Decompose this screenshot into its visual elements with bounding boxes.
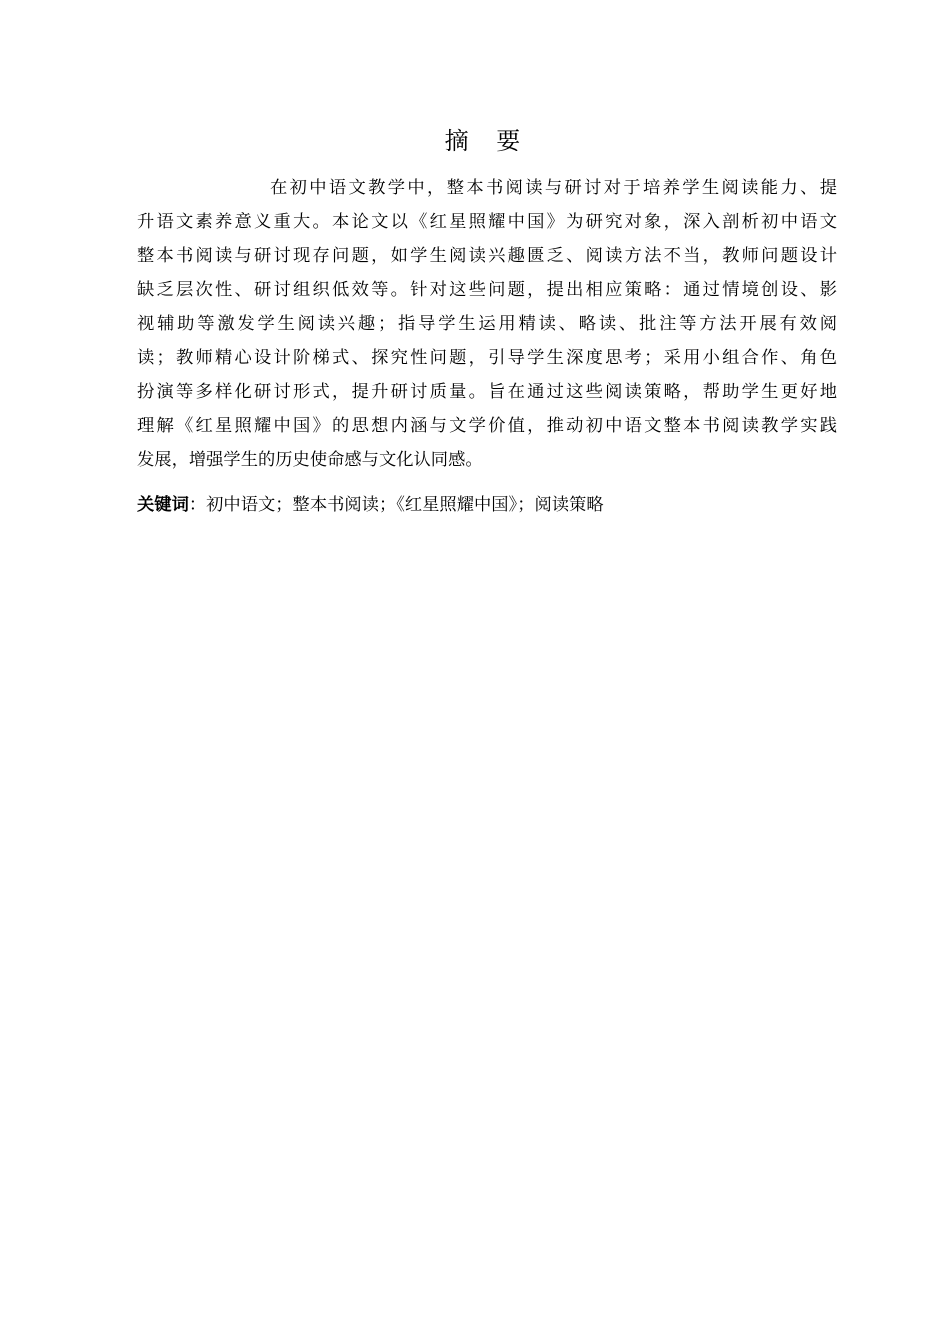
keywords-line xyxy=(137,488,837,522)
abstract-line: 理解《红星照耀中国》的思想内涵与文学价值，推动初中语文整本书阅读教学实践 xyxy=(137,416,837,436)
abstract-body xyxy=(137,171,837,477)
abstract-line: 读；教师精心设计阶梯式、探究性问题，引导学生深度思考；采用小组合作、角色 xyxy=(137,348,837,368)
abstract-line: 扮演等多样化研讨形式，提升研讨质量。旨在通过这些阅读策略，帮助学生更好地 xyxy=(137,382,837,402)
abstract-line: 升语文素养意义重大。本论文以《红星照耀中国》为研究对象，深入剖析初中语文 xyxy=(137,212,837,232)
abstract-line: 在初中语文教学中，整本书阅读与研讨对于培养学生阅读能力、提 xyxy=(270,178,837,198)
abstract-title: 摘 要 xyxy=(444,127,531,155)
keywords-label: 关键词 xyxy=(137,495,189,515)
abstract-line: 发展，增强学生的历史使命感与文化认同感。 xyxy=(137,450,483,470)
abstract-line: 视辅助等激发学生阅读兴趣；指导学生运用精读、略读、批注等方法开展有效阅 xyxy=(137,314,837,334)
keywords-text: ：初中语文；整本书阅读；《红星照耀中国》；阅读策略 xyxy=(188,495,604,515)
abstract-line: 缺乏层次性、研讨组织低效等。针对这些问题，提出相应策略：通过情境创设、影 xyxy=(137,280,837,300)
abstract-line: 整本书阅读与研讨现存问题，如学生阅读兴趣匮乏、阅读方法不当，教师问题设计 xyxy=(137,246,837,266)
